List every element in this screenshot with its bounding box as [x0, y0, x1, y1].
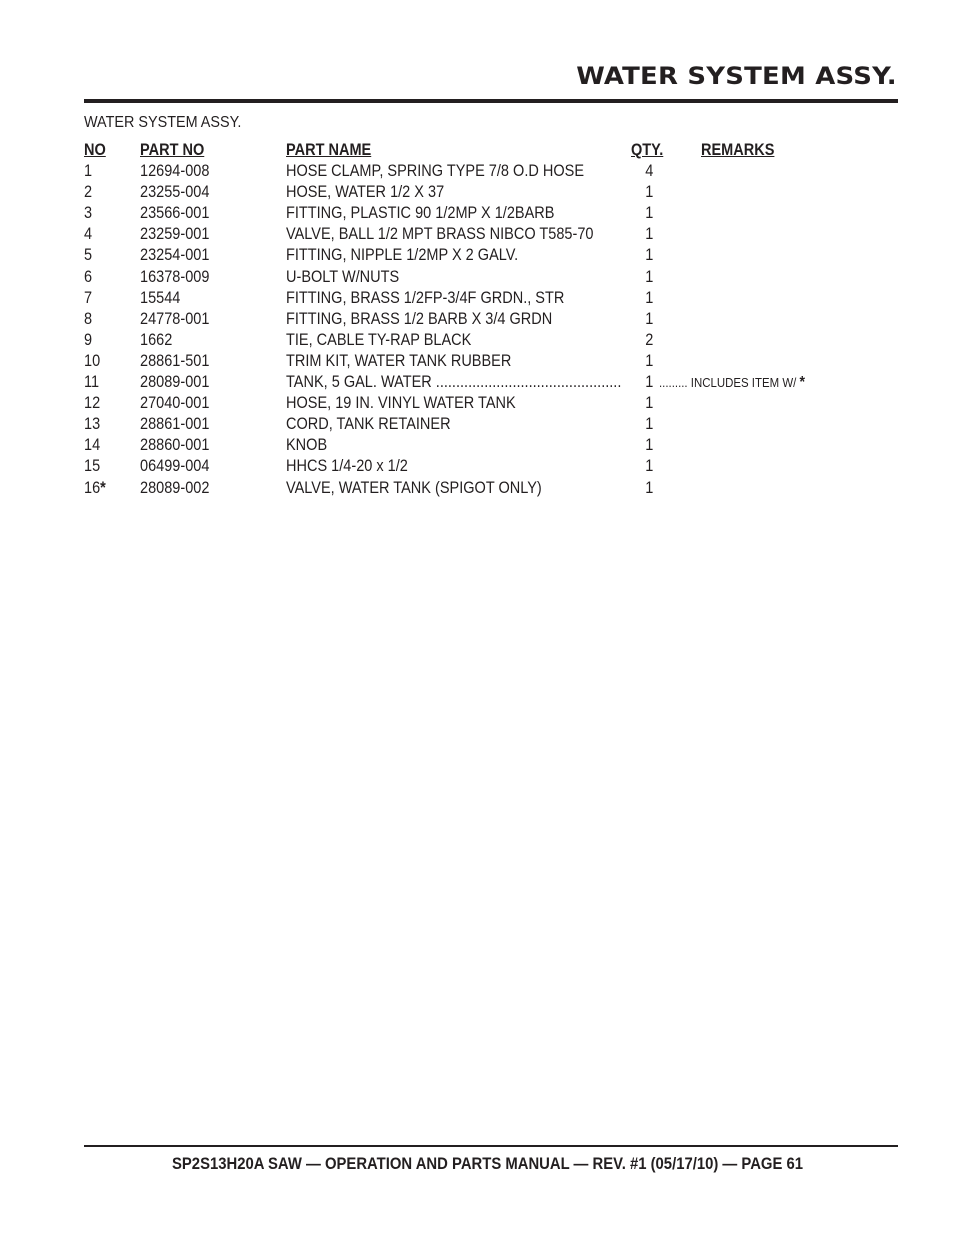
row-no	[84, 478, 106, 499]
footer-rule	[84, 1145, 898, 1147]
table-row	[84, 351, 844, 372]
table-row	[84, 435, 844, 456]
table-row	[84, 288, 844, 309]
row-no-value: 10	[84, 351, 101, 370]
table-row	[84, 203, 844, 224]
row-no	[84, 224, 92, 245]
table-row	[84, 372, 844, 393]
row-part-no: 1662	[140, 330, 173, 349]
row-part-name: VALVE, BALL 1/2 MPT BRASS NIBCO T585-70	[286, 225, 594, 244]
row-no	[84, 393, 100, 414]
row-qty: 1	[645, 436, 654, 455]
row-remarks-text: ......... INCLUDES ITEM W/	[659, 375, 797, 391]
row-qty: 1	[645, 415, 654, 434]
row-qty: 1	[645, 478, 654, 497]
row-no	[84, 456, 100, 477]
row-part-no: 15544	[140, 288, 181, 307]
row-part-name: KNOB	[286, 436, 328, 455]
row-remarks	[659, 372, 805, 393]
row-qty: 1	[645, 457, 654, 476]
row-part-name: HHCS 1/4-20 x 1/2	[286, 457, 408, 476]
row-part-name: TIE, CABLE TY-RAP BLACK	[286, 330, 472, 349]
row-no-value: 1	[84, 162, 93, 181]
row-part-name: VALVE, WATER TANK (SPIGOT ONLY)	[286, 478, 542, 497]
row-part-no: 23255-004	[140, 183, 210, 202]
row-qty: 1	[645, 288, 654, 307]
row-no	[84, 351, 100, 372]
table-row	[84, 161, 844, 182]
page-footer: SP2S13H20A SAW — OPERATION AND PARTS MANUAL — REV. #1 (05/17/10) — PAGE 61	[172, 1155, 804, 1173]
row-qty: 1	[645, 183, 654, 202]
row-qty: 1	[645, 394, 654, 413]
row-no	[84, 435, 100, 456]
row-qty: 1	[645, 373, 654, 392]
row-part-name: TRIM KIT, WATER TANK RUBBER	[286, 351, 512, 370]
table-row	[84, 393, 844, 414]
section-title: WATER SYSTEM ASSY.	[84, 114, 242, 131]
row-no-value: 3	[84, 204, 93, 223]
row-no-value: 13	[84, 415, 101, 434]
row-part-name: HOSE, WATER 1/2 X 37	[286, 183, 445, 202]
row-part-no: 24778-001	[140, 309, 210, 328]
row-part-no: 28860-001	[140, 436, 210, 455]
row-no	[84, 309, 92, 330]
header-remarks: REMARKS	[701, 141, 775, 159]
row-part-no: 28089-001	[140, 373, 210, 392]
row-no-value: 8	[84, 309, 93, 328]
row-no	[84, 372, 99, 393]
row-no	[84, 414, 100, 435]
table-row	[84, 182, 844, 203]
row-part-no: 27040-001	[140, 394, 210, 413]
table-row	[84, 414, 844, 435]
header-part-no: PART NO	[140, 141, 205, 159]
row-qty: 1	[645, 225, 654, 244]
row-part-no: 23254-001	[140, 246, 210, 265]
asterisk-marker: *	[100, 478, 106, 497]
row-part-name: FITTING, NIPPLE 1/2MP X 2 GALV.	[286, 246, 519, 265]
row-no-value: 9	[84, 330, 93, 349]
row-part-name: FITTING, PLASTIC 90 1/2MP X 1/2BARB	[286, 204, 555, 223]
row-part-name: U-BOLT W/NUTS	[286, 267, 400, 286]
row-part-name: CORD, TANK RETAINER	[286, 415, 451, 434]
row-part-no: 23259-001	[140, 225, 210, 244]
row-part-name: HOSE CLAMP, SPRING TYPE 7/8 O.D HOSE	[286, 162, 585, 181]
header-part-name: PART NAME	[286, 141, 372, 159]
table-row	[84, 330, 844, 351]
parts-table	[84, 140, 844, 499]
row-no-value: 2	[84, 183, 93, 202]
row-no-value: 4	[84, 225, 93, 244]
table-row	[84, 245, 844, 266]
table-body	[84, 161, 844, 499]
table-header-row	[84, 140, 844, 161]
header-qty: QTY.	[631, 141, 664, 159]
row-part-no: 06499-004	[140, 457, 210, 476]
row-qty: 1	[645, 351, 654, 370]
asterisk-marker: *	[799, 374, 805, 392]
table-row	[84, 478, 844, 499]
row-qty: 1	[645, 309, 654, 328]
row-no	[84, 330, 92, 351]
row-part-name: TANK, 5 GAL. WATER ..............................................	[286, 373, 622, 392]
table-row	[84, 224, 844, 245]
row-no-value: 12	[84, 394, 101, 413]
row-part-no: 23566-001	[140, 204, 210, 223]
row-no	[84, 182, 92, 203]
row-part-name: FITTING, BRASS 1/2FP-3/4F GRDN., STR	[286, 288, 565, 307]
row-no-value: 5	[84, 246, 93, 265]
header-rule	[84, 99, 898, 103]
row-part-no: 28861-001	[140, 415, 210, 434]
row-no	[84, 288, 92, 309]
row-no-value: 14	[84, 436, 101, 455]
row-no-value: 6	[84, 267, 93, 286]
row-no	[84, 245, 92, 266]
row-part-no: 28861-501	[140, 351, 210, 370]
row-no	[84, 203, 92, 224]
row-qty: 2	[645, 330, 654, 349]
row-qty: 4	[645, 162, 654, 181]
row-qty: 1	[645, 204, 654, 223]
row-qty: 1	[645, 267, 654, 286]
table-row	[84, 309, 844, 330]
row-part-name: FITTING, BRASS 1/2 BARB X 3/4 GRDN	[286, 309, 553, 328]
row-part-no: 28089-002	[140, 478, 210, 497]
row-part-name: HOSE, 19 IN. VINYL WATER TANK	[286, 394, 516, 413]
row-no-value: 11	[84, 373, 100, 392]
row-no-value: 7	[84, 288, 93, 307]
table-row	[84, 267, 844, 288]
header-no: NO	[84, 141, 106, 159]
row-no	[84, 267, 92, 288]
row-part-no: 12694-008	[140, 162, 210, 181]
page-title: WATER SYSTEM ASSY.	[576, 62, 897, 90]
row-qty: 1	[645, 246, 654, 265]
row-no-value: 16	[84, 478, 101, 497]
row-part-no: 16378-009	[140, 267, 210, 286]
row-no	[84, 161, 92, 182]
row-no-value: 15	[84, 457, 101, 476]
table-row	[84, 456, 844, 477]
